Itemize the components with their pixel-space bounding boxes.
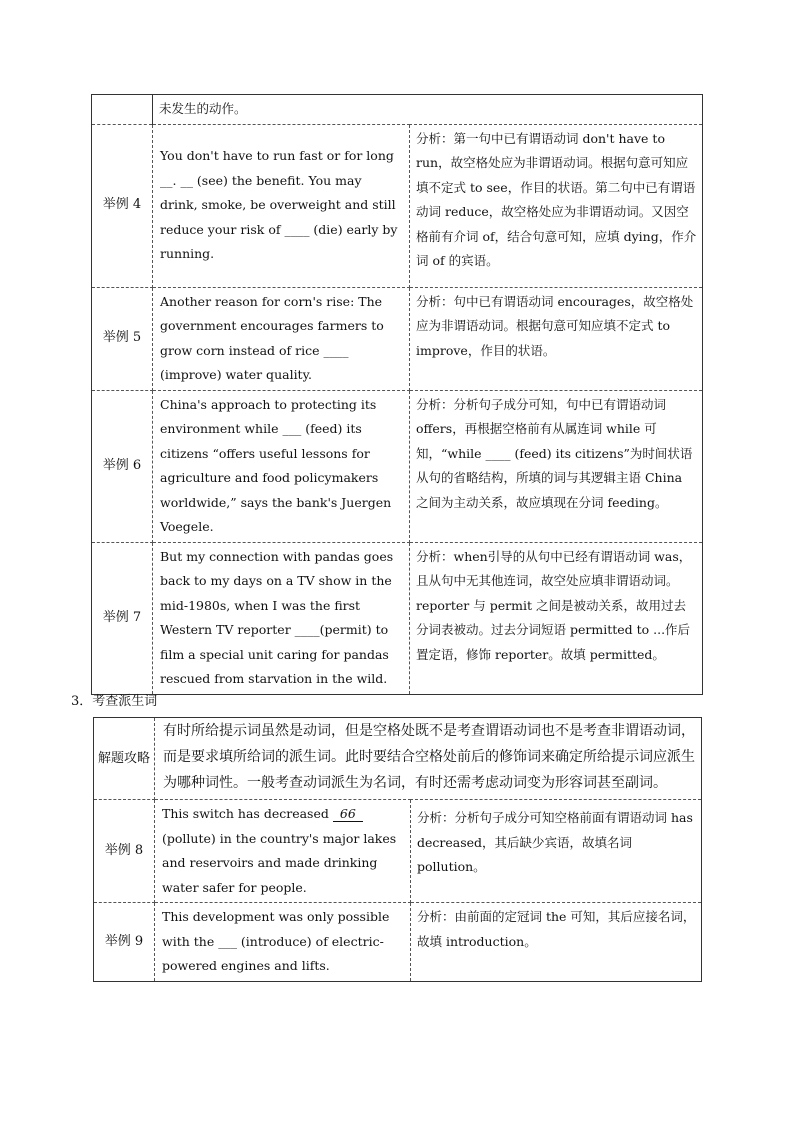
- table-row: [92, 390, 703, 542]
- table-row: [92, 287, 703, 390]
- example-analysis: 分析：第一句中已有谓语动词 don't have to run，故空格处应为非谓语动词。根据句意可知应填不定式 to see，作目的状语。第二句中已有谓语动词 reduce，故空格处应为非谓语动词。又因空格前有介词 of，结合句意可知，应填 dying，作介词 of 的宾语。: [410, 124, 703, 287]
- example-analysis: 分析：when引导的从句中已经有谓语动词 was，且从句中无其他连词，故空处应填非谓语动词。reporter 与 permit 之间是被动关系，故用过去分词表被动。过去分词短语 permitted to ...作后置定语，修饰 reporter。故填 permitted。: [410, 542, 703, 694]
- example-analysis: 分析：分析句子成分可知，句中已有谓语动词 offers，再根据空格前有从属连词 while 可知，“while ____ (feed) its citizens”为时间状语从句的省略结构，所填的词与其逻辑主语 China 之间为主动关系，故应填现在分词 feeding。: [410, 390, 703, 542]
- example-analysis: 分析：句中已有谓语动词 encourages，故空格处应为非谓语动词。根据句意可知应填不定式 to improve，作目的状语。: [410, 287, 703, 390]
- example-analysis: 分析：分析句子成分可知空格前面有谓语动词 has decreased，其后缺少宾语，故填名词 pollution。: [411, 800, 702, 903]
- example-label: 举例 7: [92, 542, 153, 694]
- example-sentence: You don't have to run fast or for long __. __ (see) the benefit. You may drink, smoke, be overweight and still reduce your risk of ____ (die) early by running.: [153, 124, 410, 287]
- strategy-label: 解题攻略: [94, 718, 155, 800]
- example-sentence: But my connection with pandas goes back to my days on a TV show in the mid-1980s, when I was the first Western TV reporter ____(permit) to film a special unit caring for pandas rescued from starvation in the wild.: [153, 542, 410, 694]
- example-label: 举例 8: [94, 800, 155, 903]
- table-row: [92, 124, 703, 287]
- table-row: [94, 903, 702, 982]
- section-heading: 3．考查派生词: [71, 694, 158, 709]
- example-sentence: Another reason for corn's rise: The government encourages farmers to grow corn instead of rice ____ (improve) water quality.: [153, 287, 410, 390]
- example-sentence: This development was only possible with the ___ (introduce) of electric-powered engines and lifts.: [155, 903, 411, 982]
- example-sentence: China's approach to protecting its environment while ___ (feed) its citizens “offers useful lessons for agriculture and food policymakers worldwide,” says the bank's Juergen Voegele.: [153, 390, 410, 542]
- table-row: [94, 718, 702, 800]
- example-label: 举例 5: [92, 287, 153, 390]
- example-label: 举例 6: [92, 390, 153, 542]
- table-row: [92, 95, 703, 125]
- table-examples-derivatives: [93, 717, 702, 982]
- sentence-part: This switch has decreased: [162, 806, 333, 821]
- continuation-text: 未发生的动作。: [153, 95, 703, 125]
- example-sentence: [155, 800, 411, 903]
- example-label: 举例 4: [92, 124, 153, 287]
- strategy-text: 有时所给提示词虽然是动词，但是空格处既不是考查谓语动词也不是考查非谓语动词，而是要求填所给词的派生词。此时要结合空格处前后的修饰词来确定所给提示词应派生为哪种词性。一般考查动词派生为名词，有时还需考虑动词变为形容词甚至副词。: [155, 718, 702, 800]
- example-label: 举例 9: [94, 903, 155, 982]
- table-row: [92, 542, 703, 694]
- table-examples-nonfinite: [91, 94, 703, 695]
- example-analysis: 分析：由前面的定冠词 the 可知，其后应接名词，故填 introduction。: [411, 903, 702, 982]
- answer-blank-number: 66: [333, 806, 363, 822]
- empty-cell: [92, 95, 153, 125]
- table-row: [94, 800, 702, 903]
- sentence-part: (pollute) in the country's major lakes and reservoirs and made drinking water safer for people.: [162, 830, 397, 895]
